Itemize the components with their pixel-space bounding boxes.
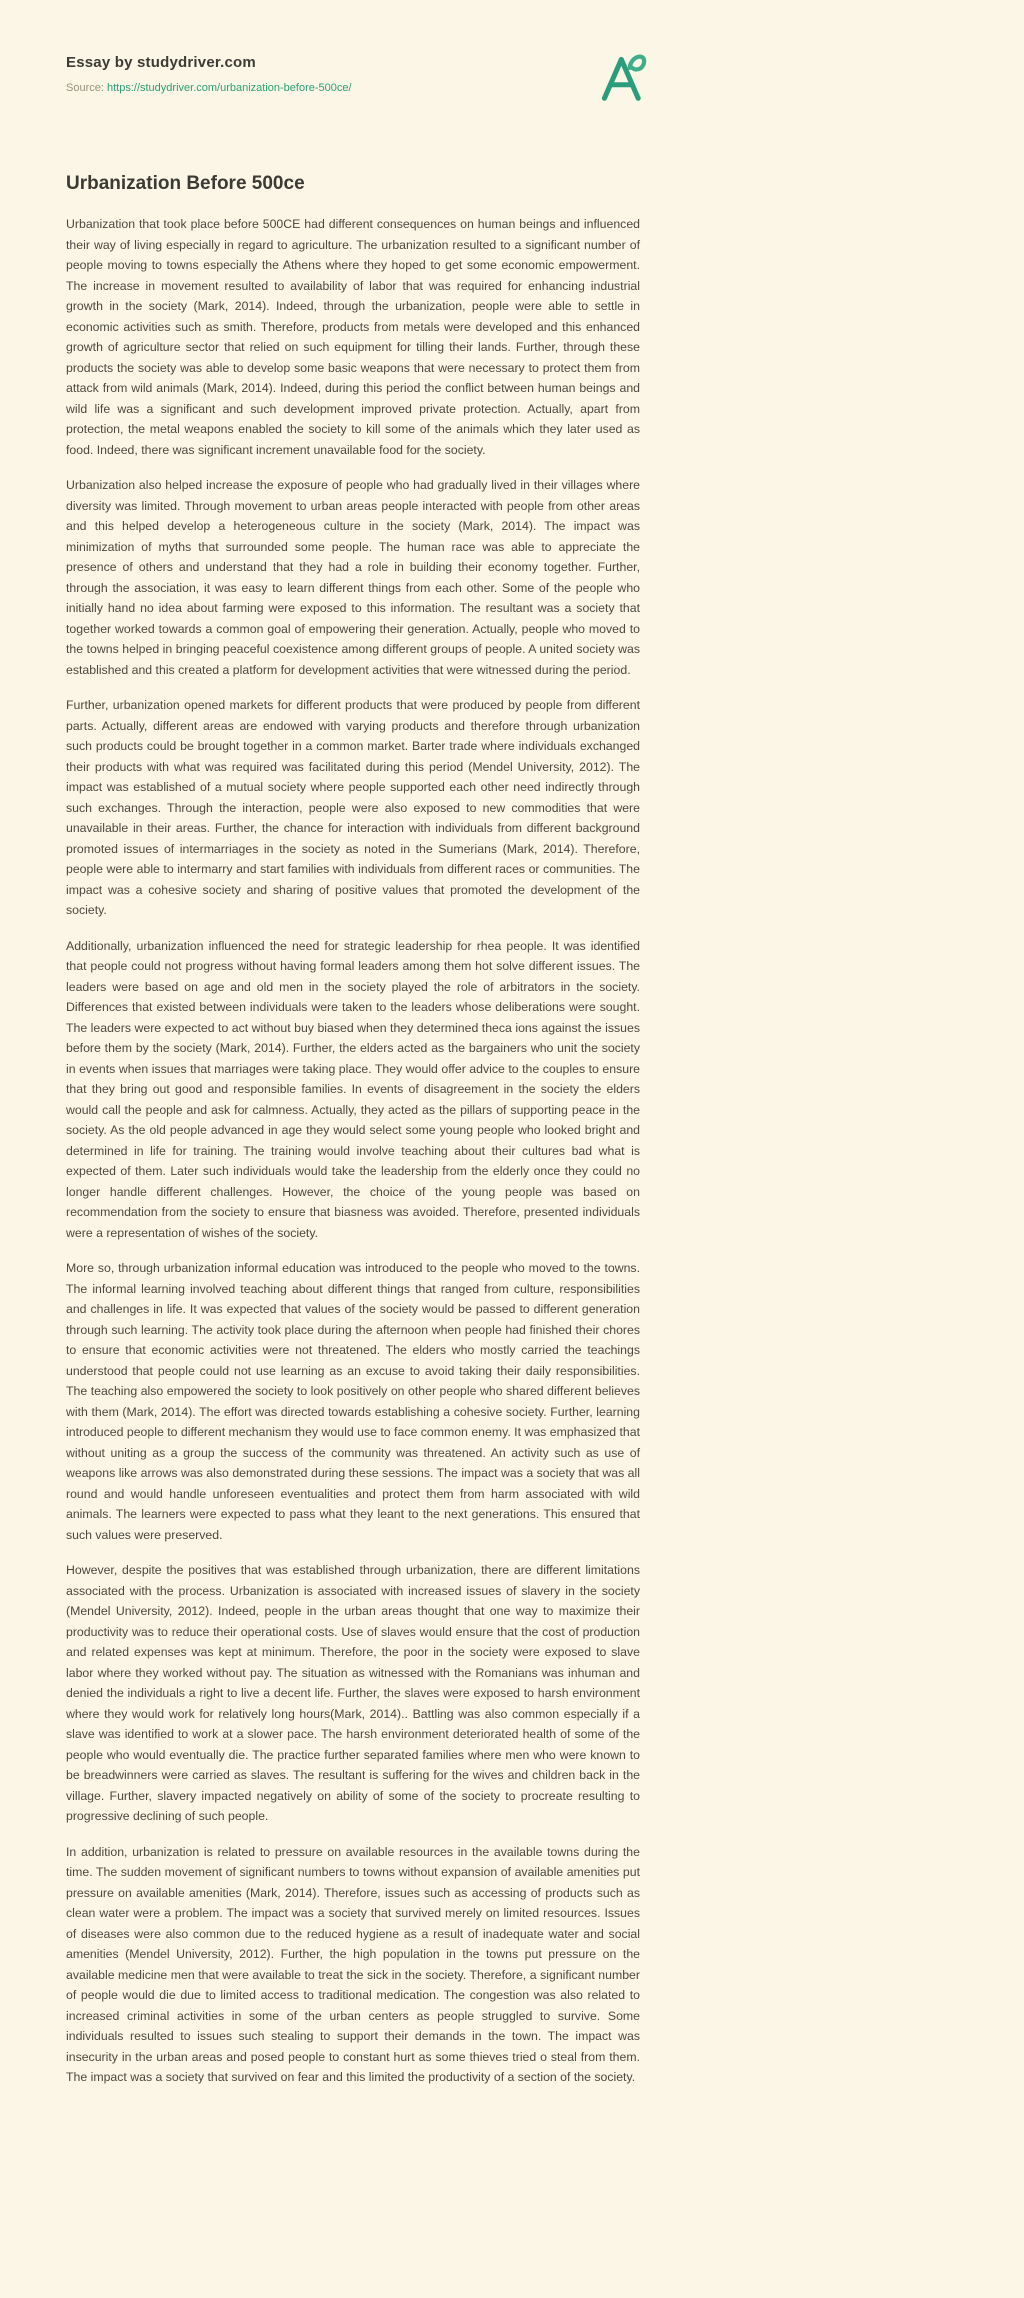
studydriver-logo-icon xyxy=(596,50,650,106)
essay-paragraph: However, despite the positives that was established through urbanization, there are different limitations associated with the process. Urbanization is associated with increased issues of slavery in the society (Mendel University, 2012). Indeed, people in the urban areas thought that one way to maximize their productivity was to reduce their operational costs. Use of slaves would ensure that the cost of production and related expenses was kept at minimum. Therefore, the poor in the society were exposed to slave labor where they worked without pay. The situation as witnessed with the Romanians was inhuman and denied the individuals a right to live a decent life. Further, the slaves were exposed to harsh environment where they would work for relatively long hours(Mark, 2014).. Battling was also common especially if a slave was identified to work at a slower pace. The harsh environment deteriorated health of some of the people who would eventually die. The practice further separated families where men who were known to be breadwinners were carried as slaves. The resultant is suffering for the wives and children back in the village. Further, slavery impacted negatively on ability of some of the society to procreate resulting to progressive declining of such people. xyxy=(66,1563,640,1823)
header-text-block xyxy=(66,54,352,94)
site-title: Essay by studydriver.com xyxy=(66,54,256,71)
essay-body xyxy=(66,214,640,2088)
page-header xyxy=(66,54,640,106)
source-line xyxy=(66,82,352,94)
essay-paragraph: In addition, urbanization is related to pressure on available resources in the available towns during the time. The sudden movement of significant numbers to towns without expansion of available amenities put pressure on available amenities (Mark, 2014). Therefore, issues such as accessing of products such as clean water were a problem. The impact was a society that survived merely on limited resources. Issues of diseases were also common due to the reduced hygiene as a result of inadequate water and social amenities (Mendel University, 2012). Further, the high population in the towns put pressure on the available medicine men that were available to treat the sick in the society. Therefore, a significant number of people would die due to limited access to traditional medication. The congestion was also related to increased criminal activities in some of the urban centers as people struggled to survive. Some individuals resulted to issues such stealing to support their demands in the town. The impact was insecurity in the urban areas and posed people to constant hurt as some thieves tried o steal from them. The impact was a society that survived on fear and this limited the productivity of a section of the society. xyxy=(66,1844,640,2084)
essay-paragraph: Additionally, urbanization influenced the need for strategic leadership for rhea people. It was identified that people could not progress without having formal leaders among them hot solve different issues. The leaders were based on age and old men in the society played the role of arbitrators in the society. Differences that existed between individuals were taken to the leaders whose deliberations were sought. The leaders were expected to act without buy biased when they determined theca ions against the issues before them by the society (Mark, 2014). Further, the elders acted as the bargainers who unit the society in events when issues that marriages were taking place. They would offer advice to the couples to ensure that they bring out good and responsible families. In events of disagreement in the society the elders would call the people and ask for calmness. Actually, they acted as the pillars of supporting peace in the society. As the old people advanced in age they would select some young people who looked bright and determined in life for training. The training would involve teaching about their cultures bad what is expected of them. Later such individuals would take the leadership from the elderly once they could no longer handle different challenges. However, the choice of the young people was based on recommendation from the society to ensure that biasness was avoided. Therefore, presented individuals were a representation of wishes of the society. xyxy=(66,938,640,1240)
essay-paragraph: More so, through urbanization informal education was introduced to the people who moved to the towns. The informal learning involved teaching about different things that ranged from culture, responsibilities and challenges in life. It was expected that values of the society would be passed to different generation through such learning. The activity took place during the afternoon when people had finished their chores to ensure that economic activities were not threatened. The elders who mostly carried the teachings understood that people could not use learning as an excuse to avoid taking their daily responsibilities. The teaching also empowered the society to look positively on other people who shared different believes with them (Mark, 2014). The effort was directed towards establishing a cohesive society. Further, learning introduced people to different mechanism they would use to face common enemy. It was emphasized that without uniting as a group the success of the community was threatened. An activity such as use of weapons like arrows was also demonstrated during these sessions. The impact was a society that was all round and would handle unforeseen eventualities and protect them from harm associated with wild animals. The learners were expected to pass what they leant to the next generations. This ensured that such values were preserved. xyxy=(66,1261,640,1542)
essay-paragraph: Further, urbanization opened markets for different products that were produced by people from different parts. Actually, different areas are endowed with varying products and therefore through urbanization such products could be brought together in a common market. Barter trade where individuals exchanged their products with what was required was facilitated during this period (Mendel University, 2012). The impact was established of a mutual society where people supported each other need indirectly through such exchanges. Through the interaction, people were also exposed to new commodities that were unavailable in their areas. Further, the chance for interaction with individuals from different background promoted issues of intermarriages in the society as noted in the Sumerians (Mark, 2014). Therefore, people were able to intermarry and start families with individuals from different races or communities. The impact was a cohesive society and sharing of positive values that promoted the development of the society. xyxy=(66,698,640,917)
source-link[interactable]: https://studydriver.com/urbanization-before-500ce/ xyxy=(106,82,352,94)
source-label: Source: xyxy=(66,82,104,94)
essay-paragraph: Urbanization that took place before 500CE had different consequences on human beings and influenced their way of living especially in regard to agriculture. The urbanization resulted to a significant number of people moving to towns especially the Athens where they hoped to get some economic empowerment. The increase in movement resulted to availability of labor that was required for enhancing industrial growth in the society (Mark, 2014). Indeed, through the urbanization, people were able to settle in economic activities such as smith. Therefore, products from metals were developed and this enhanced growth of agriculture sector that relied on such equipment for tilling their lands. Further, through these products the society was able to develop some basic weapons that were necessary to protect them from attack from wild animals (Mark, 2014). Indeed, during this period the conflict between human beings and wild life was a significant and such development improved private protection. Actually, apart from protection, the metal weapons enabled the society to kill some of the animals which they later used as food. Indeed, there was significant increment unavailable food for the society. xyxy=(66,217,640,457)
essay-paragraph: Urbanization also helped increase the exposure of people who had gradually lived in their villages where diversity was limited. Through movement to urban areas people interacted with people from other areas and this helped develop a heterogeneous culture in the society (Mark, 2014). The impact was minimization of myths that surrounded some people. The human race was able to appreciate the presence of others and understand that they had a role in building their economy together. Further, through the association, it was easy to learn different things from each other. Some of the people who initially hand no idea about farming were exposed to this information. The resultant was a society that together worked towards a common goal of empowering their generation. Actually, people who moved to the towns helped in bringing peaceful coexistence among different groups of people. A united society was established and this created a platform for development activities that were witnessed during the period. xyxy=(66,478,640,677)
essay-title: Urbanization Before 500ce xyxy=(66,173,305,194)
